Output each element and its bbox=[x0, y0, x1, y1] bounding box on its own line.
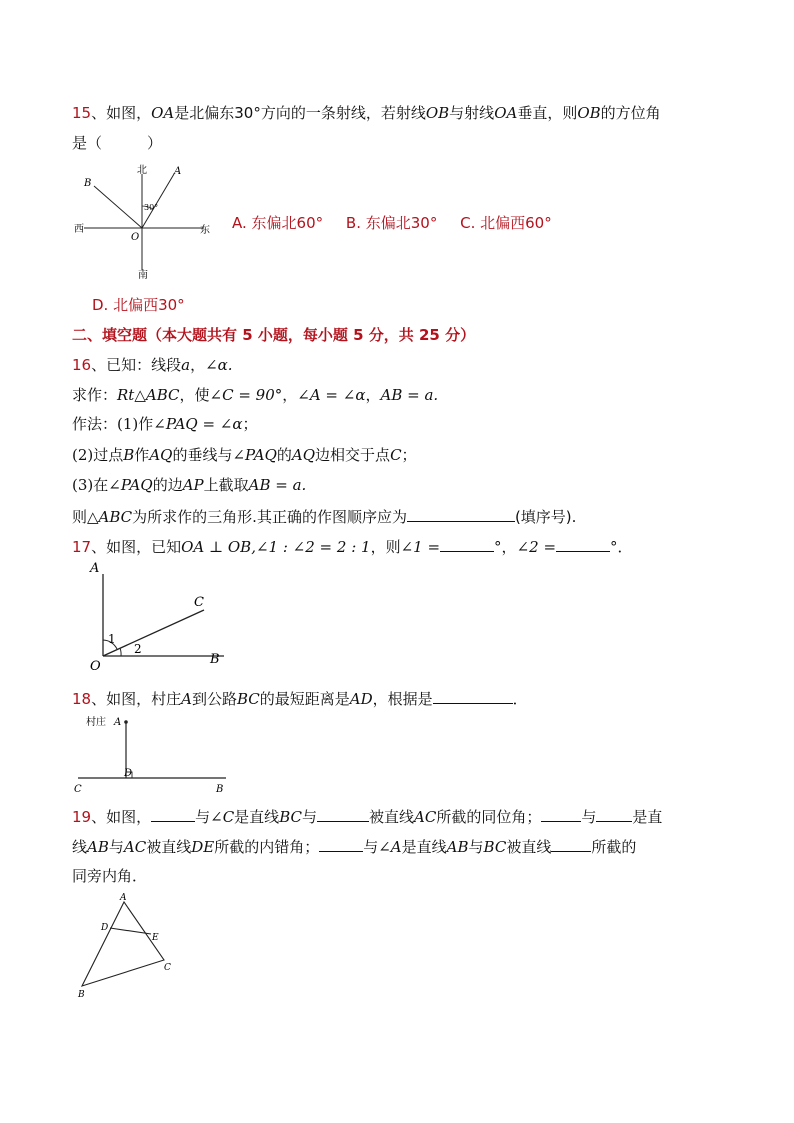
option-c[interactable]: C. 北偏西60° bbox=[460, 214, 552, 232]
option-a[interactable]: A. 东偏北60° bbox=[232, 214, 324, 232]
section-2-title: 二、填空题（本大题共有 5 小题，每小题 5 分，共 25 分） bbox=[72, 326, 476, 344]
q19-line-2: 线AB与AC被直线DE所截的内错角； 与∠A是直线AB与BC被直线 所截的 bbox=[72, 835, 636, 858]
option-d[interactable]: D. 北偏西30° bbox=[92, 296, 185, 314]
label-o: O bbox=[131, 232, 140, 243]
q19-blank-1[interactable] bbox=[151, 805, 195, 822]
q18-line-1: 18、如图，村庄A到公路BC的最短距离是AD，根据是 ． bbox=[72, 687, 528, 710]
label-north: 北 bbox=[137, 165, 147, 176]
label-c: C bbox=[74, 784, 82, 795]
q17-blank-angle-1[interactable] bbox=[440, 535, 494, 552]
q17-blank-angle-2[interactable] bbox=[556, 535, 610, 552]
label-b: B bbox=[78, 990, 85, 1000]
q15-compass-figure bbox=[74, 160, 214, 280]
q16-line-3: 作法：(1)作∠PAQ = ∠α； bbox=[72, 415, 258, 433]
label-south: 南 bbox=[138, 270, 148, 281]
q17-line-1: 17、如图，已知OA ⊥ OB,∠1 : ∠2 = 2 : 1，则∠1 = °，∠2 = °． bbox=[72, 535, 633, 558]
q19-triangle-figure bbox=[74, 890, 184, 1002]
label-angle: 30° bbox=[144, 203, 159, 212]
label-a: A bbox=[174, 166, 182, 177]
q19-blank-5[interactable] bbox=[319, 835, 363, 852]
label-c: C bbox=[164, 963, 171, 973]
label-angle-1: 1 bbox=[108, 632, 116, 646]
label-west: 西 bbox=[74, 224, 84, 235]
q16-answer-blank[interactable] bbox=[407, 505, 515, 522]
q15-options bbox=[232, 212, 570, 233]
q18-village-figure bbox=[74, 710, 234, 798]
label-b: B bbox=[210, 652, 220, 667]
label-a: A bbox=[114, 717, 122, 728]
option-b[interactable]: B. 东偏北30° bbox=[345, 214, 438, 232]
q19-line-1: 19、如图， 与∠C是直线BC与 被直线AC所截的同位角； 与 是直 bbox=[72, 805, 662, 828]
q16-line-4: (2)过点B作AQ的垂线与∠PAQ的AQ边相交于点C； bbox=[72, 446, 417, 464]
q16-line-6: 则△ABC为所求作的三角形.其正确的作图顺序应为 (填序号). bbox=[72, 505, 576, 528]
q18-answer-blank[interactable] bbox=[433, 687, 513, 704]
q19-blank-4[interactable] bbox=[596, 805, 632, 822]
q15-number: 15 bbox=[72, 104, 92, 122]
q19-blank-2[interactable] bbox=[317, 805, 369, 822]
q16-line-5: (3)在∠PAQ的边AP上截取AB = a. bbox=[72, 476, 307, 494]
label-b: B bbox=[216, 784, 224, 795]
q15-line-1: 15、如图，OA是北偏东30°方向的一条射线，若射线OB与射线OA垂直，则OB的方位角 bbox=[72, 104, 661, 122]
q18-number: 18 bbox=[72, 690, 92, 708]
q17-angle-figure bbox=[86, 560, 236, 672]
q19-blank-3[interactable] bbox=[541, 805, 581, 822]
label-village: 村庄 bbox=[86, 717, 106, 728]
q16-number: 16 bbox=[72, 356, 92, 374]
label-a: A bbox=[90, 561, 100, 576]
label-e: E bbox=[152, 933, 159, 943]
label-east: 东 bbox=[200, 225, 210, 236]
q19-blank-6[interactable] bbox=[551, 835, 591, 852]
label-a: A bbox=[120, 893, 127, 903]
label-d: D bbox=[101, 923, 109, 933]
q15-line-2: 是（ ） bbox=[72, 134, 163, 152]
q16-line-2: 求作：Rt△ABC，使∠C = 90°，∠A = ∠α，AB = a. bbox=[72, 386, 439, 404]
label-c: C bbox=[194, 595, 204, 610]
label-o: O bbox=[90, 659, 101, 674]
label-b: B bbox=[84, 178, 92, 189]
q19-line-3: 同旁内角． bbox=[72, 867, 148, 885]
q19-number: 19 bbox=[72, 808, 92, 826]
label-angle-2: 2 bbox=[134, 642, 142, 656]
q17-number: 17 bbox=[72, 538, 92, 556]
label-d: D bbox=[124, 768, 133, 779]
q16-line-1: 16、已知：线段a，∠α. bbox=[72, 356, 233, 374]
